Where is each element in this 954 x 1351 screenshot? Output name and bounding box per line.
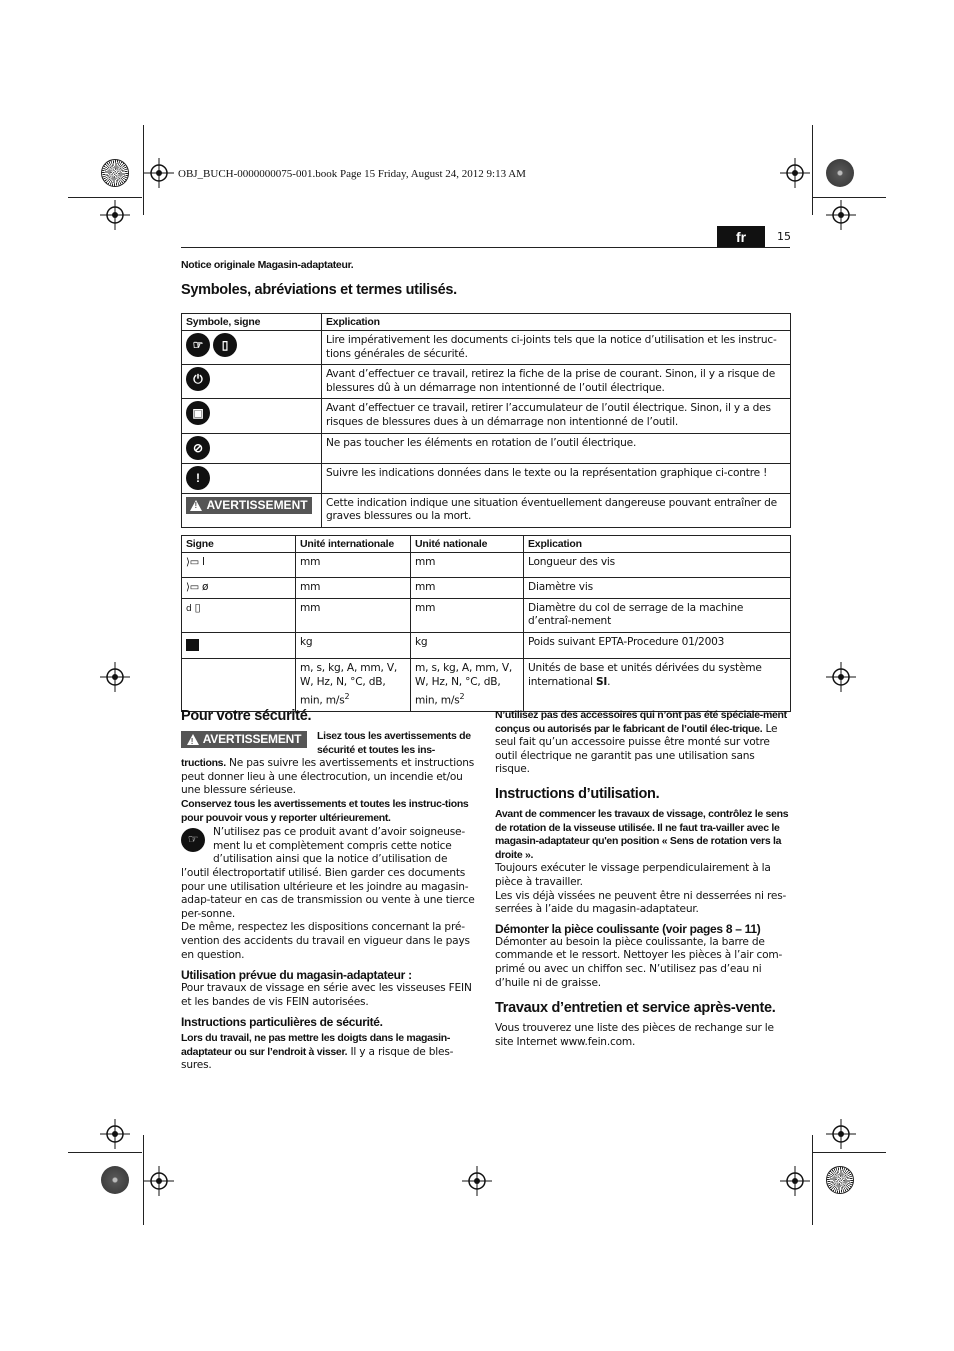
table-cell: ⟩▭ l	[182, 553, 296, 578]
warning-triangle-icon	[190, 500, 202, 511]
table-header: Symbole, signe	[182, 314, 322, 331]
table-cell	[182, 365, 322, 399]
table-cell: kg	[411, 632, 524, 659]
table-cell: m, s, kg, A, mm, V, W, Hz, N, °C, dB, min, $m/s^2$	[296, 659, 411, 711]
read-manual-paragraph: ☞ N’utilisez pas ce produit avant d’avoir soigneuse-ment lu et complètement compris cette notice d’utilisation ainsi que la notice d’utilisation de l’outil électroportatif utilisé. Bien garder ces documents pour une utilisation ultérieure et les joindre au magasin-adap-tateur en cas de transmission ou vente à une tierce per-sonne.	[181, 826, 475, 920]
color-rosette-icon	[101, 1166, 129, 1194]
use-title: Utilisation prévue du magasin-adaptateur :	[181, 968, 412, 983]
table-cell: Lire impérativement les documents ci-joints tels que la notice d’utilisation et les instruc-tions générales de sécurité.	[322, 331, 791, 365]
warning-paragraph: ! AVERTISSEMENT Lisez tous les avertissements de sécurité et toutes les ins-tructions. Ne pas suivre les avertissements et instructions peut donner lieu à une électrocution, un incendie et/ou une blessure sérieuse.	[181, 730, 476, 798]
table-cell: kg	[296, 632, 411, 659]
registration-mark-icon	[826, 662, 856, 692]
section-title-safety: Pour votre sécurité.	[181, 708, 312, 724]
table-cell: mm	[411, 578, 524, 599]
right-column	[495, 709, 791, 1049]
table-cell: Unités de base et unités dérivées du système international SI.	[524, 659, 791, 711]
table-cell: Poids suivant EPTA-Procedure 01/2003	[524, 632, 791, 659]
table-cell: Ne pas toucher les éléments en rotation de l’outil électrique.	[322, 433, 791, 463]
registration-mark-icon	[462, 1166, 492, 1196]
accessories-paragraph: N’utilisez pas des accessoires qui n’ont pas été spéciale-ment conçus ou autorisés par le fabricant de l’outil élec-trique. Le seul fait qu’un accessoire puisse être monté sur votre outil électrique ne garantit pas une utilisation sans risque.	[495, 709, 787, 776]
read-manual-icon: ☞	[181, 828, 205, 852]
rotation-warning: Avant de commencer les travaux de vissage, contrôlez le sens de rotation de la visseuse utilisée. Il ne faut tra-vailler avec le magasin-adaptateur qu'en position « Sens de rotation vers la droite ».	[495, 807, 789, 861]
warning-badge	[181, 731, 307, 748]
left-column	[181, 708, 476, 1073]
table-cell: Longueur des vis	[524, 553, 791, 578]
collar-diameter-icon: ▯	[191, 601, 201, 614]
page-number: 15	[777, 230, 791, 243]
instr-text-1: Toujours exécuter le vissage perpendiculairement à la pièce à travailler.	[495, 862, 771, 888]
table-cell	[182, 493, 322, 527]
dismount-title: Démonter la pièce coulissante (voir pages 8 – 11)	[495, 921, 761, 936]
table-cell	[182, 632, 296, 659]
section-title-symbols: Symboles, abréviations et termes utilisés.	[181, 282, 457, 298]
table-cell	[182, 433, 322, 463]
registration-mark-icon	[780, 158, 810, 188]
no-touch-icon: ⊘	[186, 436, 210, 460]
battery-remove-icon: ▣	[186, 401, 210, 425]
color-rosette-icon	[826, 159, 854, 187]
table-header: Explication	[524, 536, 791, 553]
table-row	[182, 578, 791, 599]
table-cell: mm	[411, 553, 524, 578]
table-cell: Suivre les indications données dans le texte ou la représentation graphique ci-contre !	[322, 463, 791, 493]
table-cell: Diamètre vis	[524, 578, 791, 599]
symbols-table	[181, 313, 791, 528]
table-header: Explication	[322, 314, 791, 331]
table-cell: m, s, kg, A, mm, V, W, Hz, N, °C, dB, min, $m/s^2$	[411, 659, 524, 711]
registration-mark-icon	[100, 200, 130, 230]
header-rule	[181, 247, 790, 248]
registration-mark-icon	[826, 200, 856, 230]
table-cell	[182, 463, 322, 493]
keep-instructions: Conservez tous les avertissements et toutes les instruc-tions pour pouvoir vous y reporter ultérieurement.	[181, 797, 469, 824]
table-cell: d ▯	[182, 598, 296, 632]
special-title: Instructions particulières de sécurité.	[181, 1015, 383, 1030]
section-title-maintenance: Travaux d’entretien et service après-vente.	[495, 1000, 776, 1017]
registration-mark-icon	[826, 1119, 856, 1149]
use-text: Pour travaux de vissage en série avec les visseuses FEIN et les bandes de vis FEIN autorisées.	[181, 982, 472, 1008]
weight-icon	[186, 639, 199, 651]
table-cell: mm	[411, 598, 524, 632]
maintenance-text: Vous trouverez une liste des pièces de rechange sur le site Internet www.fein.com.	[495, 1022, 774, 1048]
units-table	[181, 535, 791, 712]
warning-badge	[186, 497, 312, 514]
table-cell	[182, 399, 322, 433]
table-header: Unité internationale	[296, 536, 411, 553]
table-cell: Diamètre du col de serrage de la machine d’entraî-nement	[524, 598, 791, 632]
table-row	[182, 553, 791, 578]
registration-mark-icon	[144, 158, 174, 188]
special-text: Lors du travail, ne pas mettre les doigts dans le magasin-adaptateur ou sur l’endroit à visser. Il y a risque de bles-sures.	[181, 1032, 454, 1072]
registration-mark-icon	[780, 1166, 810, 1196]
table-row	[182, 632, 791, 659]
section-title-instructions: Instructions d’utilisation.	[495, 785, 660, 802]
table-cell: Avant d’effectuer ce travail, retirez la fiche de la prise de courant. Sinon, il y a risque de blessures dû à un démarrage non intentionné de l’outil électrique.	[322, 365, 791, 399]
instr-text-2: Les vis déjà vissées ne peuvent être ni desserrées ni res-serrées à l’aide du magasin-adaptateur.	[495, 889, 787, 916]
prevention-paragraph: De même, respectez les dispositions concernant la pré-vention des accidents du travail en vigueur dans le pays en question.	[181, 921, 470, 961]
doc-label: Notice originale Magasin-adaptateur.	[181, 259, 354, 271]
color-rosette-icon	[826, 1166, 854, 1194]
registration-mark-icon	[100, 1119, 130, 1149]
registration-mark-icon	[144, 1166, 174, 1196]
warning-label: AVERTISSEMENT	[202, 731, 302, 746]
screw-diameter-icon: ⟩▭	[186, 582, 202, 593]
registration-mark-icon	[100, 662, 130, 692]
screw-length-icon: ⟩▭	[186, 557, 202, 568]
unplug-icon: ⏻	[186, 367, 210, 391]
language-tab: fr	[717, 226, 765, 248]
table-row	[182, 598, 791, 632]
book-icon: ▯	[213, 333, 237, 357]
color-rosette-icon	[101, 159, 129, 187]
print-info: OBJ_BUCH-0000000075-001.book Page 15 Friday, August 24, 2012 9:13 AM	[178, 168, 526, 180]
table-cell: mm	[296, 578, 411, 599]
table-cell: ⟩▭ ø	[182, 578, 296, 599]
table-cell	[182, 659, 296, 711]
exclamation-icon: !	[186, 466, 210, 490]
table-cell: mm	[296, 553, 411, 578]
table-cell: Avant d’effectuer ce travail, retirer l’accumulateur de l’outil électrique. Sinon, il y a des risques de blessures dues à un démarrage non intentionné de l’outil.	[322, 399, 791, 433]
table-cell	[182, 331, 322, 365]
dismount-text: Démonter au besoin la pièce coulissante, la barre de commande et le ressort. Nettoyer les pièces à l’air com-primé ou avec un chiffon sec. N’utilisez pas d’eau ni d’huile ni de graisse.	[495, 935, 783, 989]
table-header: Unité nationale	[411, 536, 524, 553]
warning-label: AVERTISSEMENT	[206, 498, 308, 513]
read-manual-icon: ☞	[186, 333, 210, 357]
warning-triangle-icon	[187, 734, 199, 745]
table-cell: Cette indication indique une situation éventuellement dangereuse pouvant entraîner de graves blessures ou la mort.	[322, 493, 791, 527]
table-row	[182, 659, 791, 711]
table-cell: mm	[296, 598, 411, 632]
table-header: Signe	[182, 536, 296, 553]
